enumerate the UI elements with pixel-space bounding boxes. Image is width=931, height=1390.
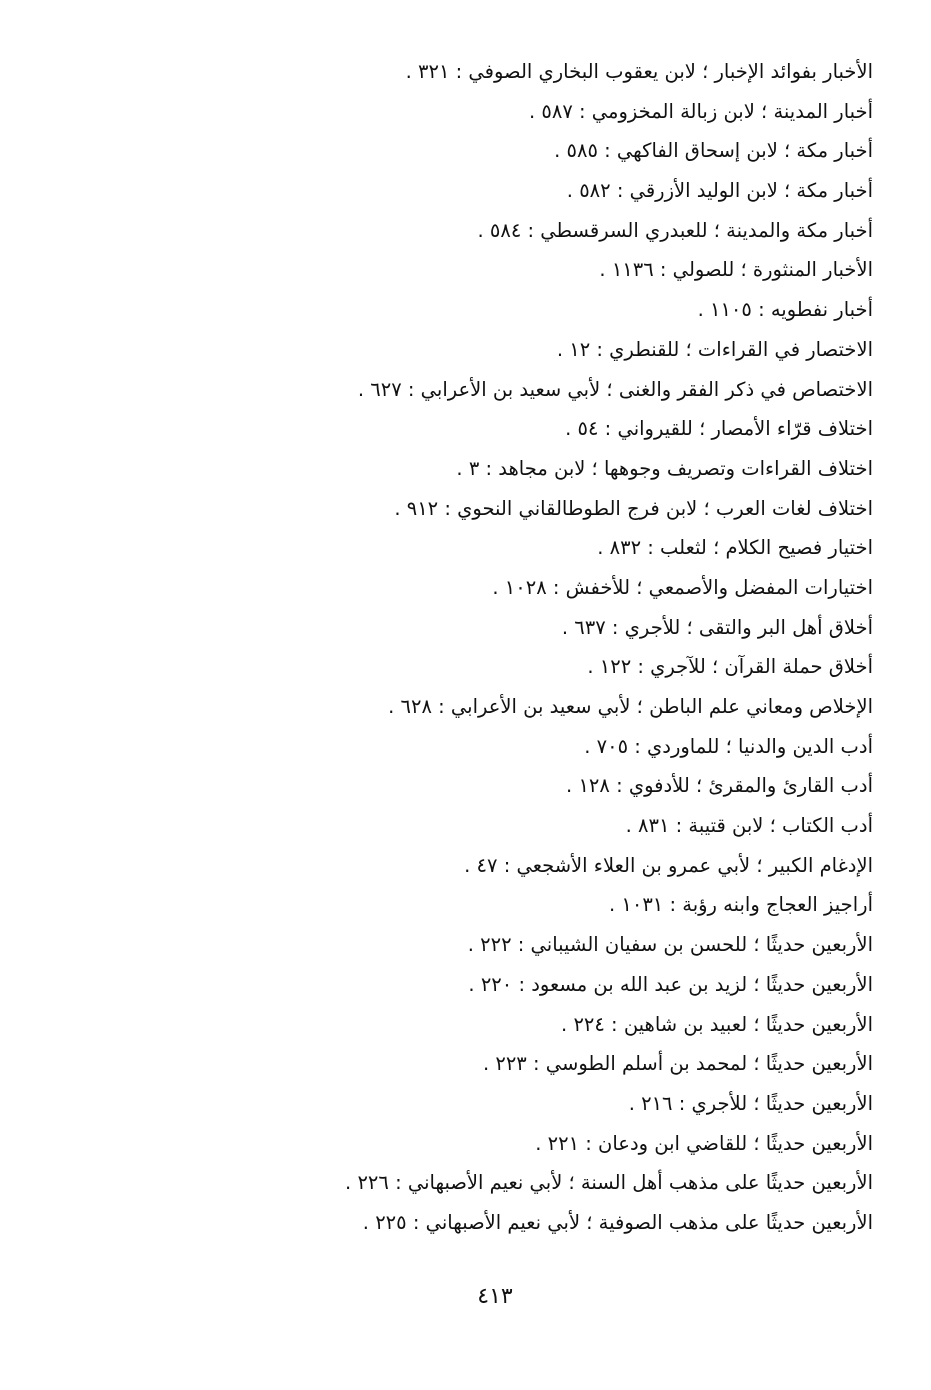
list-item: أخبار مكة والمدينة ؛ للعبدري السرقسطي : ٥٨٤ . <box>477 218 873 242</box>
list-item: الأربعين حديثًا على مذهب أهل السنة ؛ لأبي نعيم الأصبهاني : ٢٢٦ . <box>345 1171 873 1195</box>
list-item: اختلاف لغات العرب ؛ لابن فرج الطوطالقاني النحوي : ٩١٢ . <box>394 496 873 520</box>
list-item: الأربعين حديثًا ؛ للقاضي ابن ودعان : ٢٢١ . <box>535 1131 873 1155</box>
list-item: الأربعين حديثًا ؛ للحسن بن سفيان الشيباني : ٢٢٢ . <box>467 933 873 957</box>
list-item: أدب الدين والدنيا ؛ للماوردي : ٧٠٥ . <box>584 734 873 758</box>
list-item: اختيار فصيح الكلام ؛ لثعلب : ٨٣٢ . <box>597 536 873 560</box>
list-item: أدب الكتاب ؛ لابن قتيبة : ٨٣١ . <box>625 814 873 838</box>
list-item: الاختصار في القراءات ؛ للقنطري : ١٢ . <box>556 337 873 361</box>
list-item: أخبار مكة ؛ لابن الوليد الأزرقي : ٥٨٢ . <box>566 179 873 203</box>
list-item: اختلاف قرّاء الأمصار ؛ للقيرواني : ٥٤ . <box>565 417 873 441</box>
list-item: اختلاف القراءات وتصريف وجوهها ؛ لابن مجاهد : ٣ . <box>456 456 873 480</box>
list-item: الأربعين حديثًا على مذهب الصوفية ؛ لأبي نعيم الأصبهاني : ٢٢٥ . <box>362 1210 873 1234</box>
list-item: أراجيز العجاج وابنه رؤبة : ١٠٣١ . <box>608 893 873 917</box>
bibliography-list <box>273 52 873 1243</box>
page-number: ٤١٣ <box>477 1284 513 1309</box>
list-item: الأخبار بفوائد الإخبار ؛ لابن يعقوب البخاري الصوفي : ٣٢١ . <box>405 60 873 83</box>
list-item: الأربعين حديثًا ؛ لعبيد بن شاهين : ٢٢٤ . <box>561 1012 873 1036</box>
list-item: الأخبار المنثورة ؛ للصولي : ١١٣٦ . <box>599 258 873 282</box>
list-item: الاختصاص في ذكر الفقر والغنى ؛ لأبي سعيد بن الأعرابي : ٦٢٧ . <box>357 377 873 401</box>
list-item: الأربعين حديثًا ؛ لمحمد بن أسلم الطوسي : ٢٢٣ . <box>482 1052 873 1076</box>
list-item: الإخلاص ومعاني علم الباطن ؛ لأبي سعيد بن الأعرابي : ٦٢٨ . <box>388 695 873 718</box>
list-item: أخلاق أهل البر والتقى ؛ للأجري : ٦٣٧ . <box>561 615 873 639</box>
list-item: أخبار المدينة ؛ لابن زبالة المخزومي : ٥٨٧ . <box>528 99 873 123</box>
list-item: الأربعين حديثًا ؛ لزيد بن عبد الله بن مسعود : ٢٢٠ . <box>468 972 873 996</box>
list-item: أخبار مكة ؛ لابن إسحاق الفاكهي : ٥٨٥ . <box>554 139 873 163</box>
list-item: الإدغام الكبير ؛ لأبي عمرو بن العلاء الأشجعي : ٤٧ . <box>464 853 873 877</box>
list-item: اختيارات المفضل والأصمعي ؛ للأخفش : ١٠٢٨ . <box>492 575 873 599</box>
list-item: أدب القارئ والمقرئ ؛ للأدفوي : ١٢٨ . <box>566 774 873 798</box>
list-item: أخبار نفطويه : ١١٠٥ . <box>697 298 873 322</box>
list-item: الأربعين حديثًا ؛ للأجري : ٢١٦ . <box>628 1091 873 1115</box>
list-item: أخلاق حملة القرآن ؛ للآجري : ١٢٢ . <box>587 655 873 679</box>
